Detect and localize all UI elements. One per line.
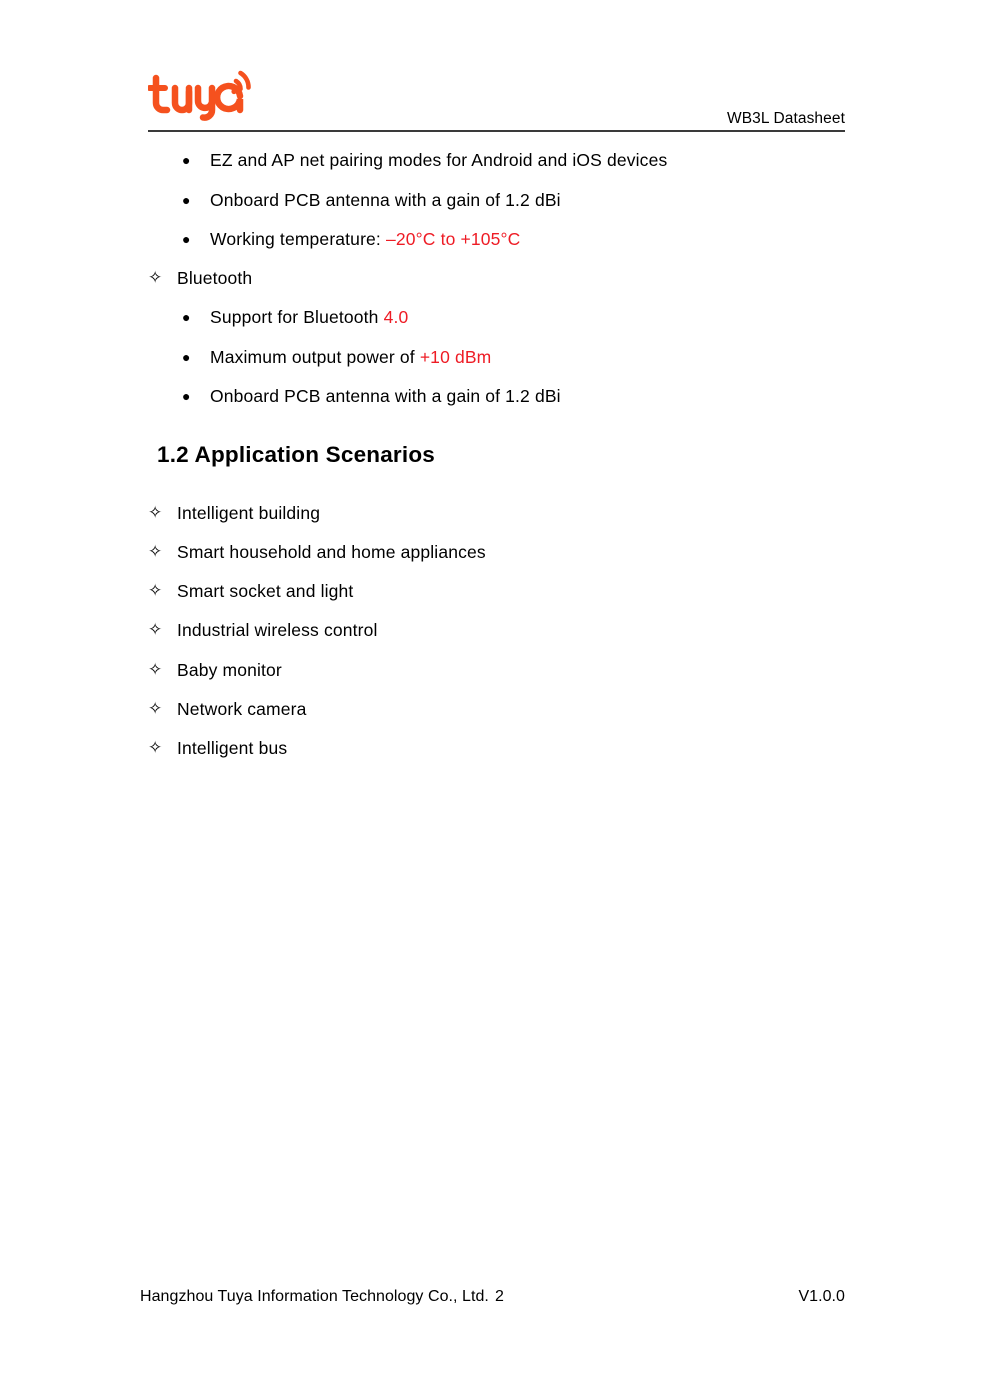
round-bullet-icon: ● [182,152,191,168]
list-item-text: Baby monitor [177,660,282,680]
page-section-heading: 1.2 Application Scenarios [157,442,435,467]
round-bullet-icon: ● [182,231,191,247]
list-item-label [210,305,408,329]
list-item-highlight: 4.0 [383,307,409,327]
group-bluetooth [148,266,252,290]
list-item [148,658,282,682]
list-item-label [210,148,667,172]
round-bullet-icon: ● [182,349,191,365]
diamond-bullet-icon: ✧ [148,660,163,679]
list-item-text: Industrial wireless control [177,620,378,640]
list-item-highlight: +10 dBm [419,347,492,367]
list-item [182,227,520,251]
group-label: Bluetooth [177,268,253,288]
list-item-label [210,384,561,408]
list-item [148,540,486,564]
round-bullet-icon: ● [182,192,191,208]
diamond-bullet-icon: ✧ [148,542,163,561]
list-item-label [210,345,491,369]
page-footer [140,1285,845,1309]
page-header [148,62,845,134]
list-item [148,736,287,760]
diamond-bullet-icon: ✧ [148,620,163,639]
list-item-text: EZ and AP net pairing modes for Android and iOS devices [210,150,668,170]
list-item-text: Intelligent building [177,503,321,523]
list-item-text: Maximum output power of [210,347,420,367]
footer-company: Hangzhou Tuya Information Technology Co., Ltd. [140,1288,489,1305]
header-divider [148,130,845,132]
list-item-text: Intelligent bus [177,738,288,758]
footer-version: V1.0.0 [798,1288,845,1305]
list-item-text: Support for Bluetooth [210,307,384,327]
diamond-bullet-icon: ✧ [148,268,163,287]
list-item [148,697,307,721]
diamond-bullet-icon: ✧ [148,699,163,718]
list-item-text: Onboard PCB antenna with a gain of 1.2 dBi [210,190,561,210]
list-item [148,618,378,642]
list-item-text: Working temperature: [210,229,386,249]
diamond-bullet-icon: ✧ [148,581,163,600]
list-item [182,305,408,329]
list-item-text: Network camera [177,699,307,719]
list-item-text: Onboard PCB antenna with a gain of 1.2 dBi [210,386,561,406]
list-item-text: Smart household and home appliances [177,542,486,562]
list-item-label [210,227,520,251]
round-bullet-icon: ● [182,388,191,404]
list-item [182,345,491,369]
diamond-bullet-icon: ✧ [148,503,163,522]
round-bullet-icon: ● [182,309,191,325]
tuya-logo [148,70,268,122]
list-item [182,384,561,408]
list-item [148,501,320,525]
diamond-bullet-icon: ✧ [148,738,163,757]
list-item-label [210,188,561,212]
list-item [182,188,561,212]
footer-page-number: 2 [495,1288,504,1305]
header-title: WB3L Datasheet [727,110,845,127]
list-item [182,148,667,172]
list-item-text: Smart socket and light [177,581,354,601]
list-item [148,579,353,603]
list-item-highlight: –20°C to +105°C [385,229,521,249]
